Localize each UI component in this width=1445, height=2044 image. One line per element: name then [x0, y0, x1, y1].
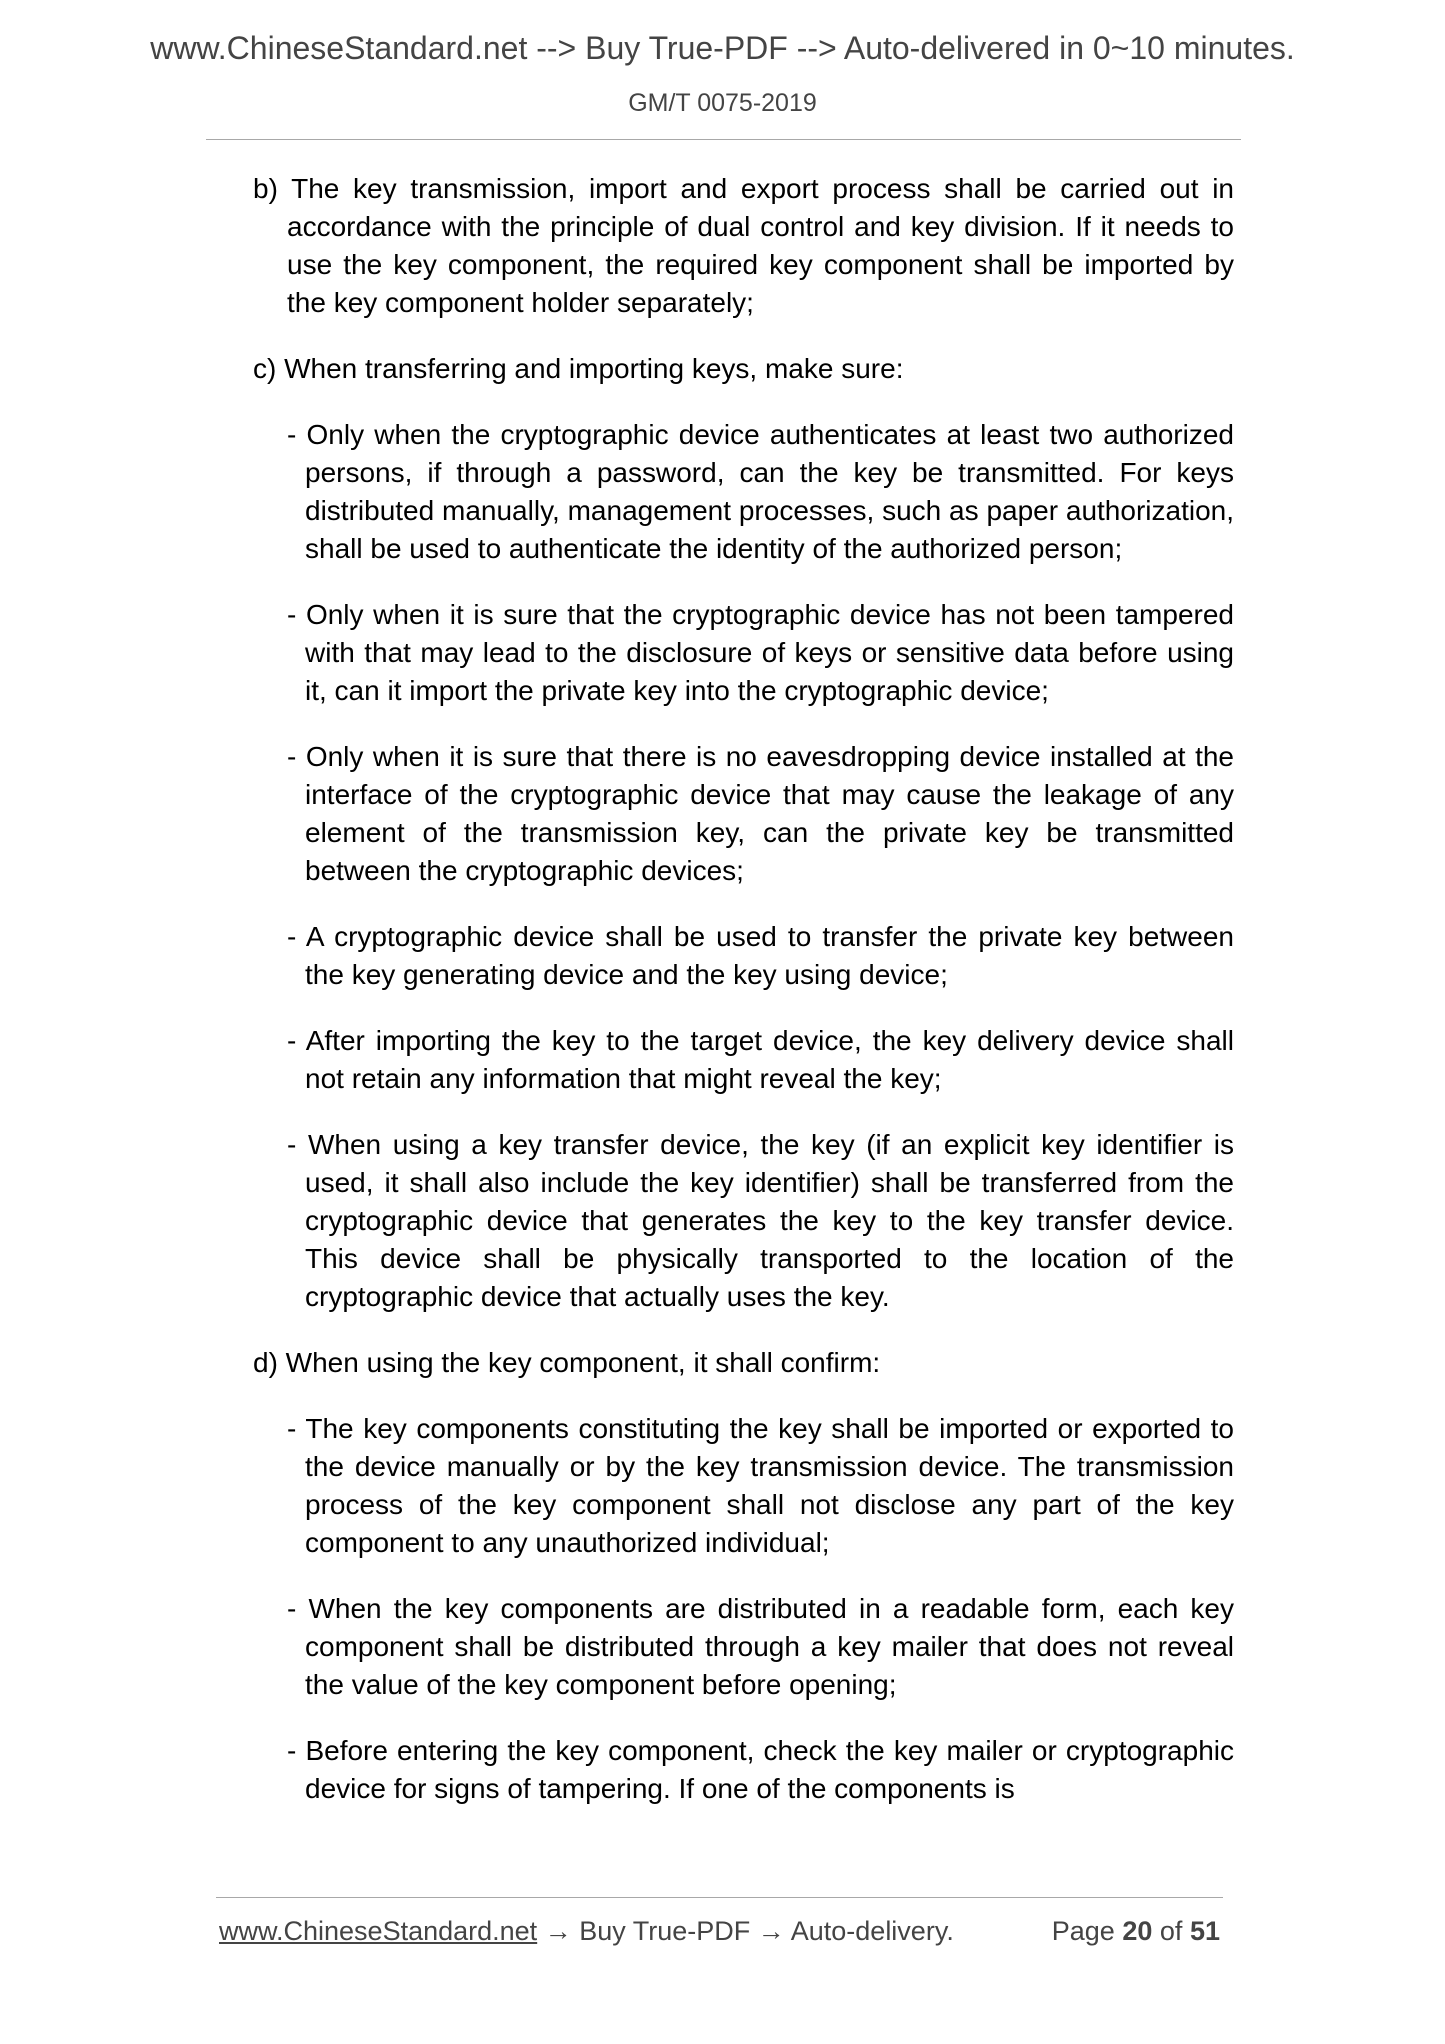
- item-d: d) When using the key component, it shall confirm:: [253, 1347, 881, 1378]
- item-c-bullet-6: - When using a key transfer device, the key (if an explicit key identifier is used, it shall also include the key identifier) shall be transferred from the cryptographic device that generates the key to the key transfer device. This device shall be physically transported to the location of the cryptographic device that actually uses the key.: [287, 1129, 1234, 1312]
- of-word: of: [1159, 1916, 1183, 1946]
- page-total: 51: [1189, 1916, 1220, 1946]
- header-divider: [206, 139, 1241, 140]
- header-banner: www.ChineseStandard.net --> Buy True-PDF --> Auto-delivered in 0~10 minutes.: [150, 30, 1295, 66]
- page-word: Page: [1051, 1916, 1115, 1946]
- document-body: [253, 170, 1234, 1836]
- item-c-bullet-4: - A cryptographic device shall be used to transfer the private key between the key generating device and the key using device;: [287, 921, 1234, 990]
- item-c-bullet-5: - After importing the key to the target device, the key delivery device shall not retain any information that might reveal the key;: [287, 1025, 1234, 1094]
- standard-code: GM/T 0075-2019: [628, 89, 817, 117]
- item-c: c) When transferring and importing keys, make sure:: [253, 353, 904, 384]
- page-counter: [1052, 1916, 1220, 1947]
- footer-divider: [216, 1897, 1223, 1898]
- item-d-bullet-3: - Before entering the key component, check the key mailer or cryptographic device for signs of tampering. If one of the components is: [287, 1735, 1234, 1804]
- footer-tagline: → Buy True-PDF → Auto-delivery.: [537, 1916, 954, 1946]
- item-c-bullet-2: - Only when it is sure that the cryptographic device has not been tampered with that may lead to the disclosure of keys or sensitive data before using it, can it import the private key into the cryptographic device;: [287, 599, 1234, 706]
- footer-links: [219, 1916, 954, 1947]
- item-d-bullet-1: - The key components constituting the key shall be imported or exported to the device manually or by the key transmission device. The transmission process of the key component shall not disclose any part of the key component to any unauthorized individual;: [287, 1413, 1234, 1558]
- page-current: 20: [1122, 1916, 1153, 1946]
- item-d-bullet-2: - When the key components are distributed in a readable form, each key component shall be distributed through a key mailer that does not reveal the value of the key component before opening;: [287, 1593, 1234, 1700]
- footer-site-link[interactable]: www.ChineseStandard.net: [219, 1916, 538, 1946]
- item-c-bullet-1: - Only when the cryptographic device authenticates at least two authorized persons, if through a password, can the key be transmitted. For keys distributed manually, management processes, such as paper authorization, shall be used to authenticate the identity of the authorized person;: [287, 419, 1234, 564]
- item-c-bullet-3: - Only when it is sure that there is no eavesdropping device installed at the interface of the cryptographic device that may cause the leakage of any element of the transmission key, can the private key be transmitted between the cryptographic devices;: [287, 741, 1234, 886]
- item-b: b) The key transmission, import and export process shall be carried out in accordance with the principle of dual control and key division. If it needs to use the key component, the required key component shall be imported by the key component holder separately;: [253, 173, 1234, 318]
